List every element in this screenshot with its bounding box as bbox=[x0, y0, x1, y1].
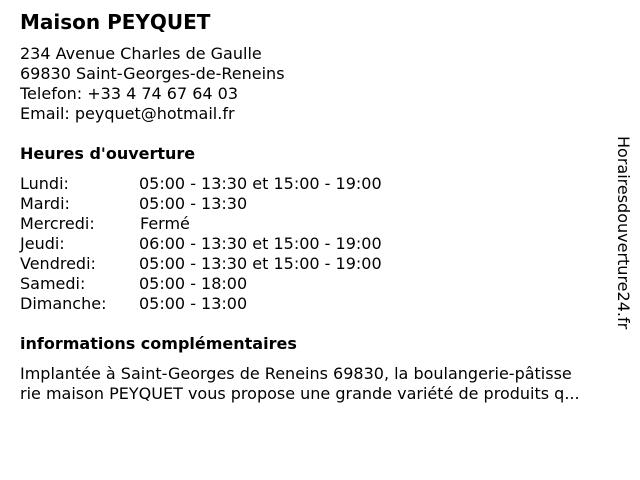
phone-text: Telefon: +33 4 74 67 64 03 bbox=[20, 84, 239, 103]
hours-time: 05:00 - 18:00 bbox=[139, 274, 248, 293]
hours-time: 05:00 - 13:30 et 15:00 - 19:00 bbox=[139, 254, 382, 273]
email-text: Email: peyquet@hotmail.fr bbox=[20, 104, 235, 123]
hours-day: Samedi: bbox=[20, 274, 86, 293]
address-city: 69830 Saint-Georges-de-Reneins bbox=[20, 64, 285, 83]
hours-time: 06:00 - 13:30 et 15:00 - 19:00 bbox=[139, 234, 382, 253]
info-description-line: rie maison PEYQUET vous propose une grande variété de produits q... bbox=[20, 384, 580, 403]
site-watermark: Horairesdouverture24.fr bbox=[614, 136, 633, 330]
hours-time: 05:00 - 13:30 bbox=[139, 194, 248, 213]
hours-heading: Heures d'ouverture bbox=[20, 144, 196, 163]
info-description-line: Implantée à Saint-Georges de Reneins 69830, la boulangerie-pâtisse bbox=[20, 364, 572, 383]
address-street: 234 Avenue Charles de Gaulle bbox=[20, 44, 262, 63]
hours-day: Mardi: bbox=[20, 194, 70, 213]
info-heading: informations complémentaires bbox=[20, 334, 297, 353]
hours-day: Jeudi: bbox=[20, 234, 65, 253]
business-name: Maison PEYQUET bbox=[20, 10, 211, 34]
hours-time: 05:00 - 13:00 bbox=[139, 294, 248, 313]
hours-time: 05:00 - 13:30 et 15:00 - 19:00 bbox=[139, 174, 382, 193]
hours-day: Dimanche: bbox=[20, 294, 107, 313]
hours-day: Vendredi: bbox=[20, 254, 96, 273]
hours-day: Mercredi: bbox=[20, 214, 95, 233]
info-description bbox=[20, 364, 632, 404]
hours-day: Lundi: bbox=[20, 174, 69, 193]
business-address-block bbox=[20, 44, 285, 124]
hours-time: Fermé bbox=[140, 214, 190, 233]
